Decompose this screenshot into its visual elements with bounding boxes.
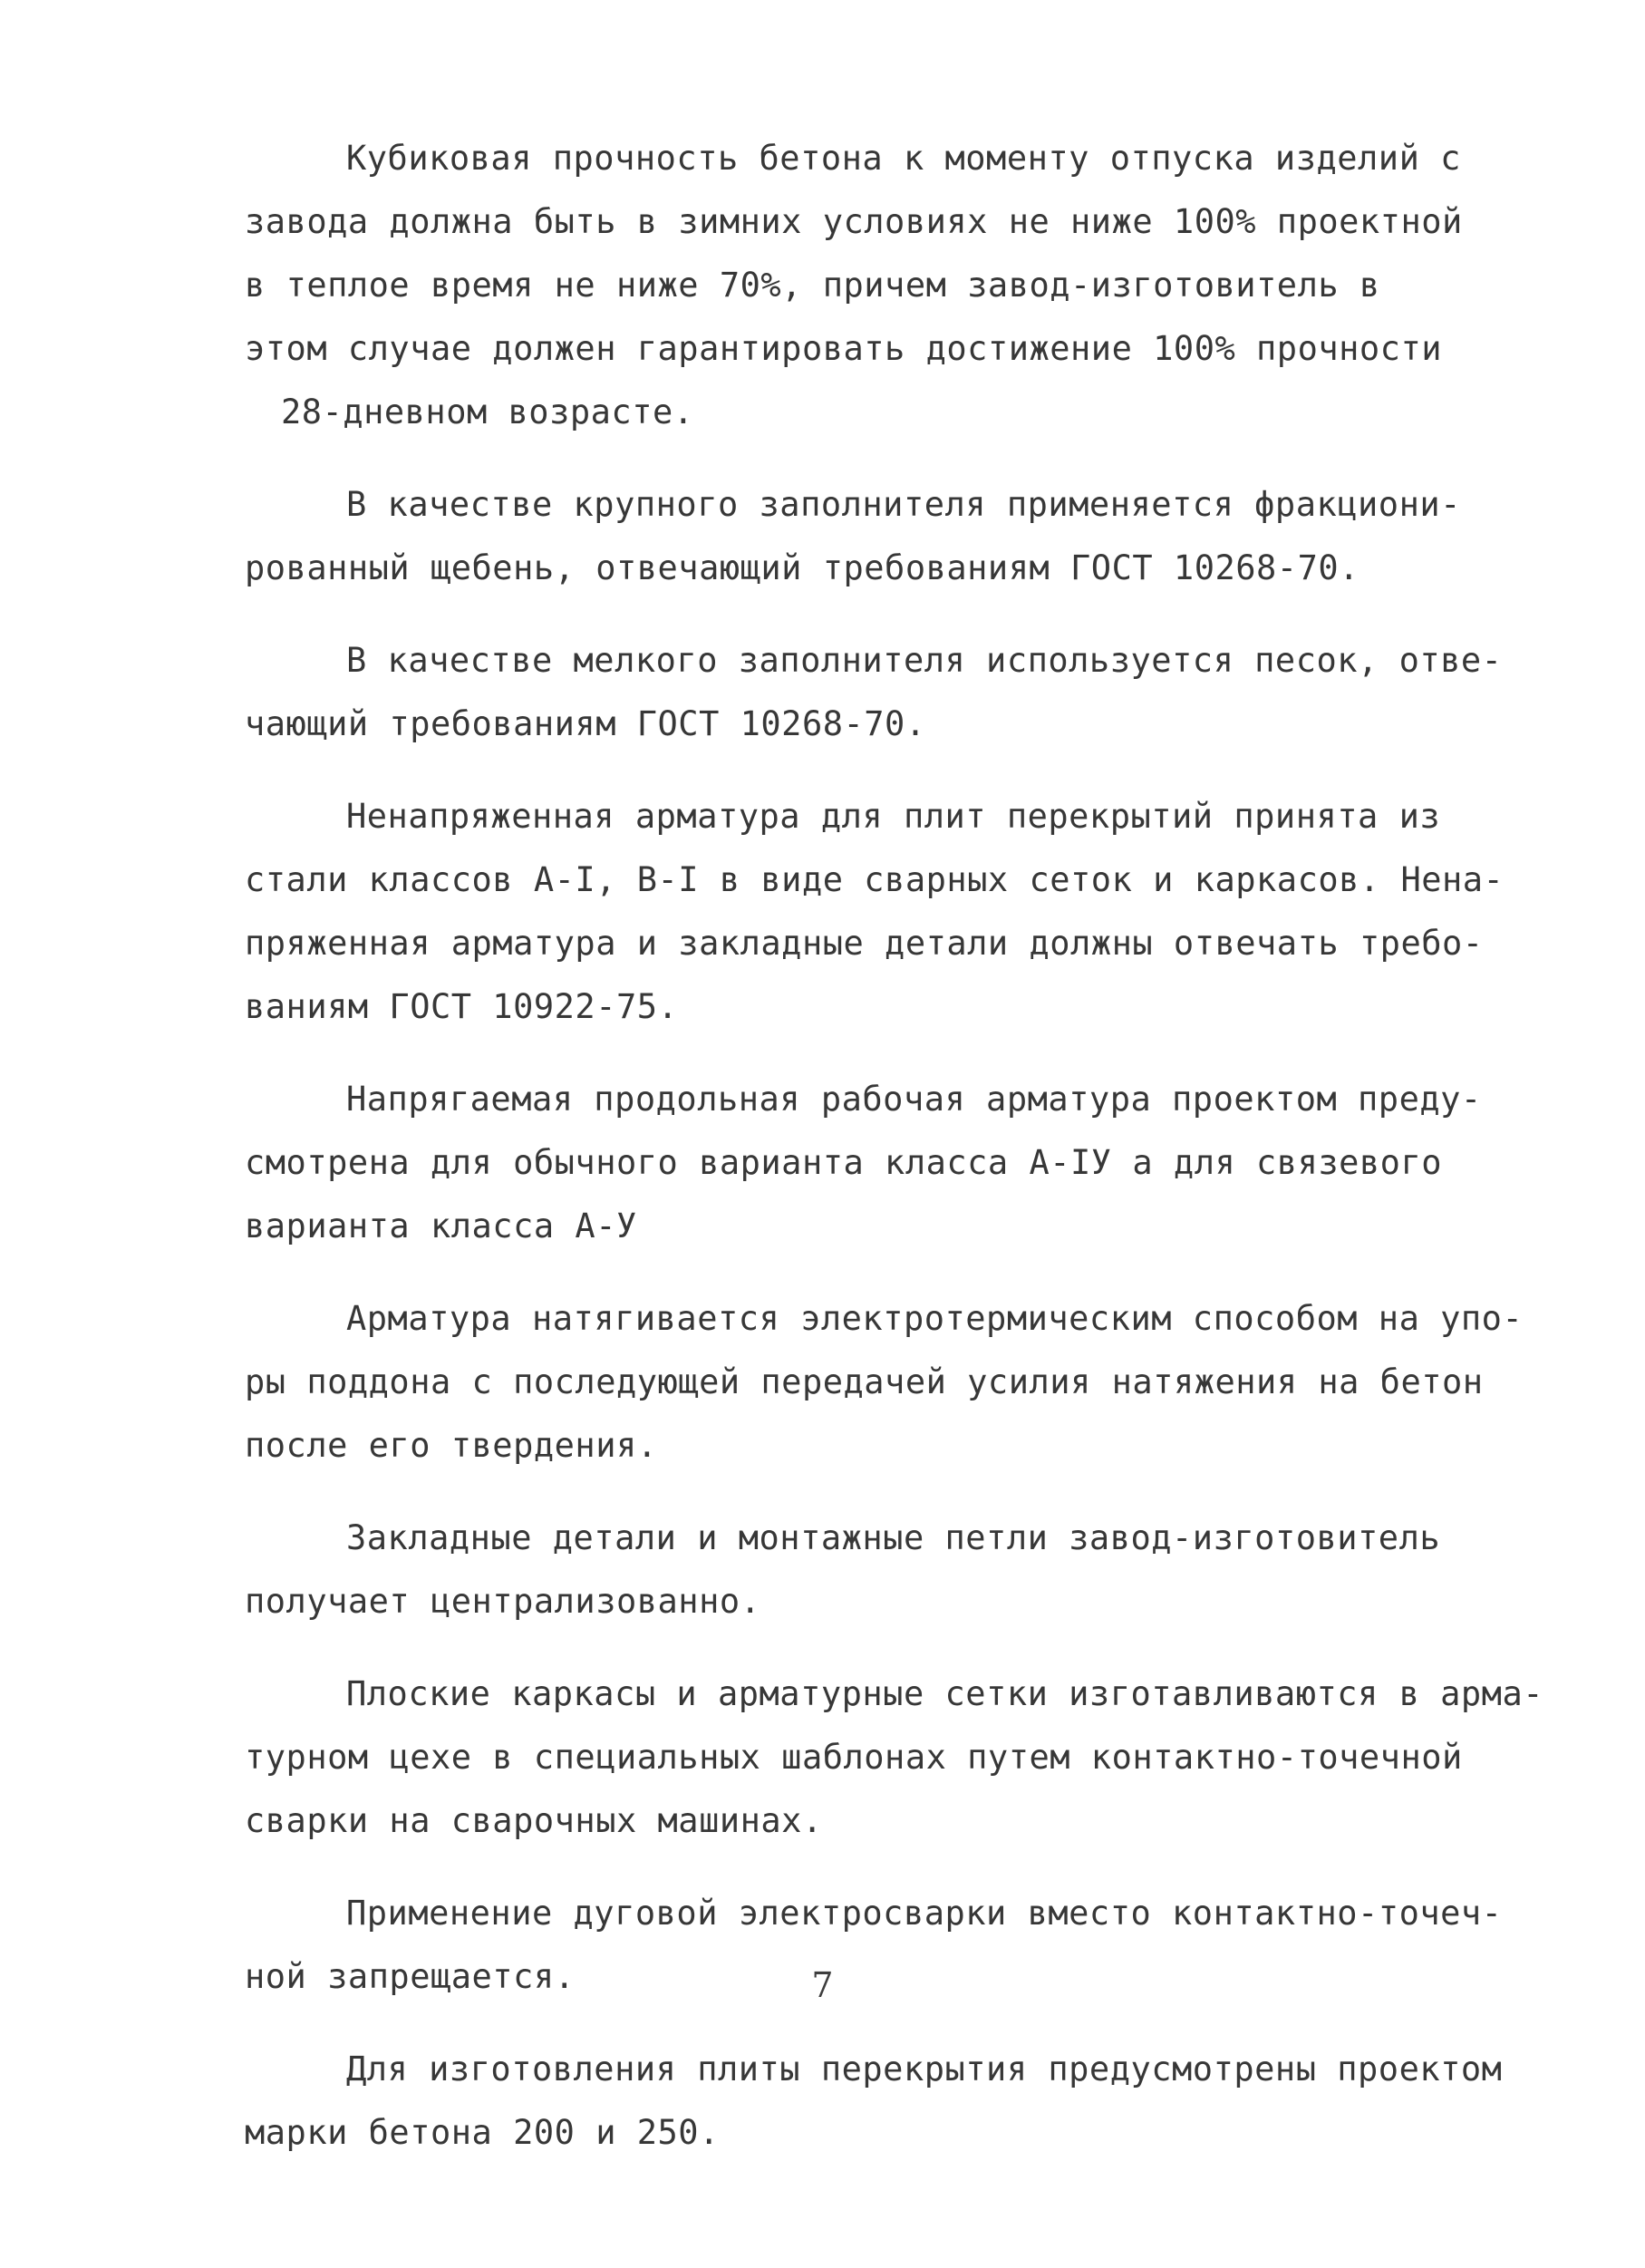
paragraph-embedded-parts [245, 1507, 1514, 1633]
paragraph-tensioning-method [245, 1287, 1524, 1478]
text-line: смотрена для обычного варианта класса А-IУ а для связевого [245, 1143, 1443, 1182]
text-line: марки бетона 200 и 250. [245, 2113, 720, 2152]
body-text [245, 127, 1544, 2194]
paragraph-concrete-grades [245, 2038, 1514, 2165]
text-line: в теплое время не ниже 70%, причем завод-изготовитель в [245, 266, 1380, 305]
text-line: завода должна быть в зимних условиях не ниже 100% проектной [245, 202, 1463, 241]
paragraph-nonprestressed-reinforcement [245, 785, 1514, 1039]
paragraph-concrete-strength [245, 127, 1514, 444]
paragraph-coarse-aggregate [245, 473, 1514, 600]
text-line: Напрягаемая продольная рабочая арматура проектом преду- [346, 1080, 1482, 1119]
text-line: 28-дневном возрасте. [281, 393, 694, 431]
text-line: варианта класса А-У [245, 1207, 637, 1245]
text-line: Кубиковая прочность бетона к моменту отпуска изделий с [346, 139, 1461, 178]
text-line: получает централизованно. [245, 1582, 761, 1621]
paragraph-fine-aggregate [245, 629, 1514, 756]
text-line: рованный щебень, отвечающий требованиям ГОСТ 10268-70. [245, 548, 1360, 587]
text-line: сварки на сварочных машинах. [245, 1801, 823, 1840]
paragraph-frames-and-meshes [245, 1662, 1544, 1853]
page-number: 7 [811, 1965, 834, 2005]
paragraph-prestressed-reinforcement [245, 1068, 1514, 1258]
text-line: Закладные детали и монтажные петли завод-изготовитель [346, 1518, 1441, 1557]
text-line: Для изготовления плиты перекрытия предусмотрены проектом [346, 2050, 1503, 2089]
text-line: ры поддона с последующей передачей усилия натяжения на бетон [245, 1362, 1484, 1401]
text-line: Арматура натягивается электротермическим способом на упо- [346, 1299, 1524, 1338]
text-line: Применение дуговой электросварки вместо контактно-точеч- [346, 1894, 1503, 1933]
text-line: ваниям ГОСТ 10922-75. [245, 987, 679, 1026]
text-line: чающий требованиям ГОСТ 10268-70. [245, 704, 926, 743]
text-line: В качестве мелкого заполнителя используется песок, отве- [346, 641, 1503, 680]
text-line: турном цехе в специальных шаблонах путем контактно-точечной [245, 1738, 1463, 1777]
text-line: стали классов А-I, В-I в виде сварных сеток и каркасов. Нена- [245, 860, 1505, 899]
text-line: после его твердения. [245, 1426, 658, 1465]
text-line: В качестве крупного заполнителя применяется фракциони- [346, 485, 1461, 524]
text-line: ной запрещается. [245, 1957, 576, 1996]
text-line: этом случае должен гарантировать достижение 100% прочности [245, 329, 1443, 368]
text-line: Плоские каркасы и арматурные сетки изготавливаются в арма- [346, 1674, 1544, 1713]
text-line: пряженная арматура и закладные детали должны отвечать требо- [245, 924, 1484, 963]
text-line: Ненапряженная арматура для плит перекрытий принята из [346, 797, 1441, 836]
